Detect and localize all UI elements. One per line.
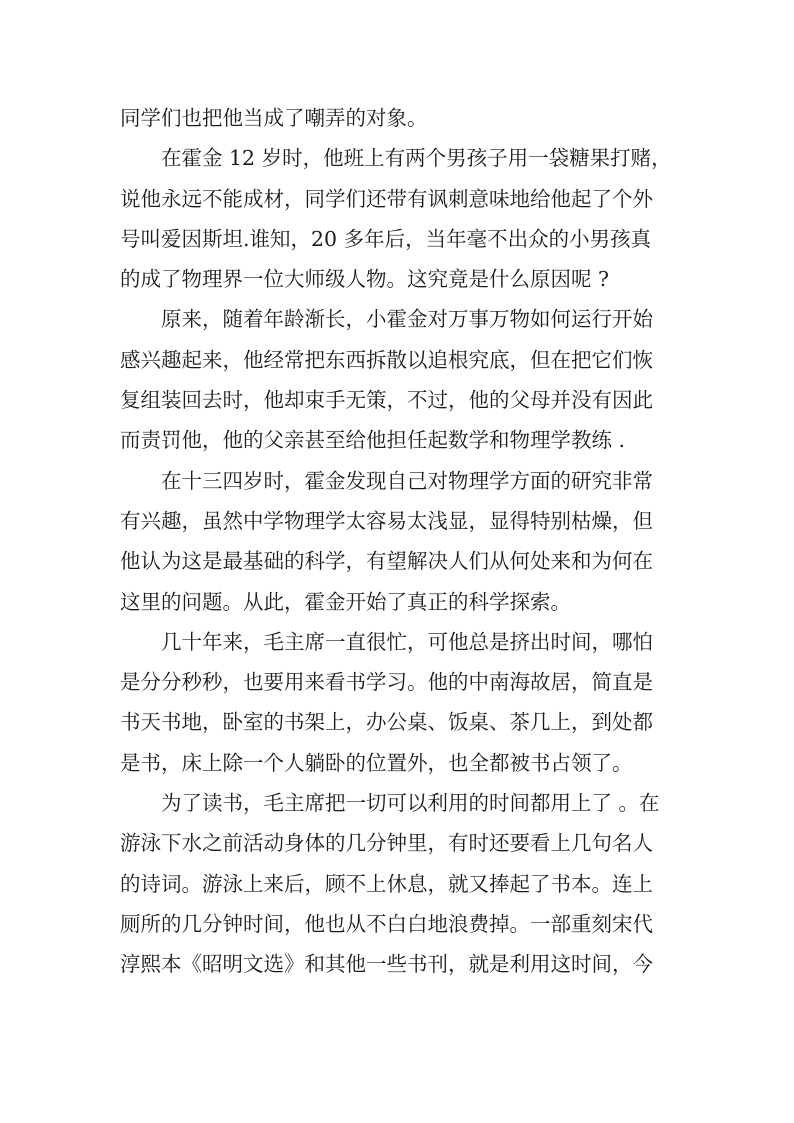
text-line: 厕所的几分钟时间，他也从不白白地浪费掉。一部重刻宋代: [120, 911, 653, 936]
text-line: 而责罚他，他的父亲甚至给他担任起数学和物理学教练 .: [120, 428, 626, 453]
text-line: 原来，随着年龄渐长，小霍金对万事万物如何运行开始: [161, 307, 653, 332]
text-line: 同学们也把他当成了嘲弄的对象。: [120, 106, 428, 130]
text-line: 书天书地，卧室的书架上，办公桌、饭桌、茶几上，到处都: [120, 710, 653, 735]
text-line: 游泳下水之前活动身体的几分钟里，有时还要看上几句名人: [120, 831, 653, 856]
text-line: 说他永远不能成材，同学们还带有讽刺意味地给他起了个外: [120, 186, 653, 211]
text-line: 复组装回去时，他却束手无策，不过，他的父母并没有因此: [120, 388, 653, 413]
body-text: [120, 98, 680, 985]
text-line: 在霍金 12 岁时，他班上有两个男孩子用一袋糖果打赌，: [161, 146, 672, 171]
text-line: 的成了物理界一位大师级人物。这究竟是什么原因呢 ?: [120, 267, 610, 292]
text-line: 感兴趣起来，他经常把东西拆散以追根究底，但在把它们恢: [120, 347, 653, 372]
text-line: 号叫爱因斯坦.谁知，20 多年后，当年毫不出众的小男孩真: [120, 226, 652, 251]
text-line: 的诗词。游泳上来后，顾不上休息，就又捧起了书本。连上: [120, 871, 653, 896]
text-line: 有兴趣，虽然中学物理学太容易太浅显，显得特别枯燥，但: [120, 508, 653, 533]
text-line: 是分分秒秒，也要用来看书学习。他的中南海故居，简直是: [120, 670, 653, 695]
text-line: 在十三四岁时，霍金发现自己对物理学方面的研究非常: [161, 468, 653, 493]
text-line: 为了读书，毛主席把一切可以利用的时间都用上了 。在: [161, 791, 660, 816]
text-line: 是书，床上除一个人躺卧的位置外，也全都被书占领了。: [120, 750, 633, 775]
text-line: 这里的问题。从此，霍金开始了真正的科学探索。: [120, 589, 571, 614]
text-line: 几十年来，毛主席一直很忙，可他总是挤出时间，哪怕: [161, 629, 653, 654]
text-line: 淳熙本《昭明文选》和其他一些书刊，就是利用这时间，今: [120, 952, 653, 977]
text-line: 他认为这是最基础的科学，有望解决人们从何处来和为何在: [120, 549, 653, 574]
